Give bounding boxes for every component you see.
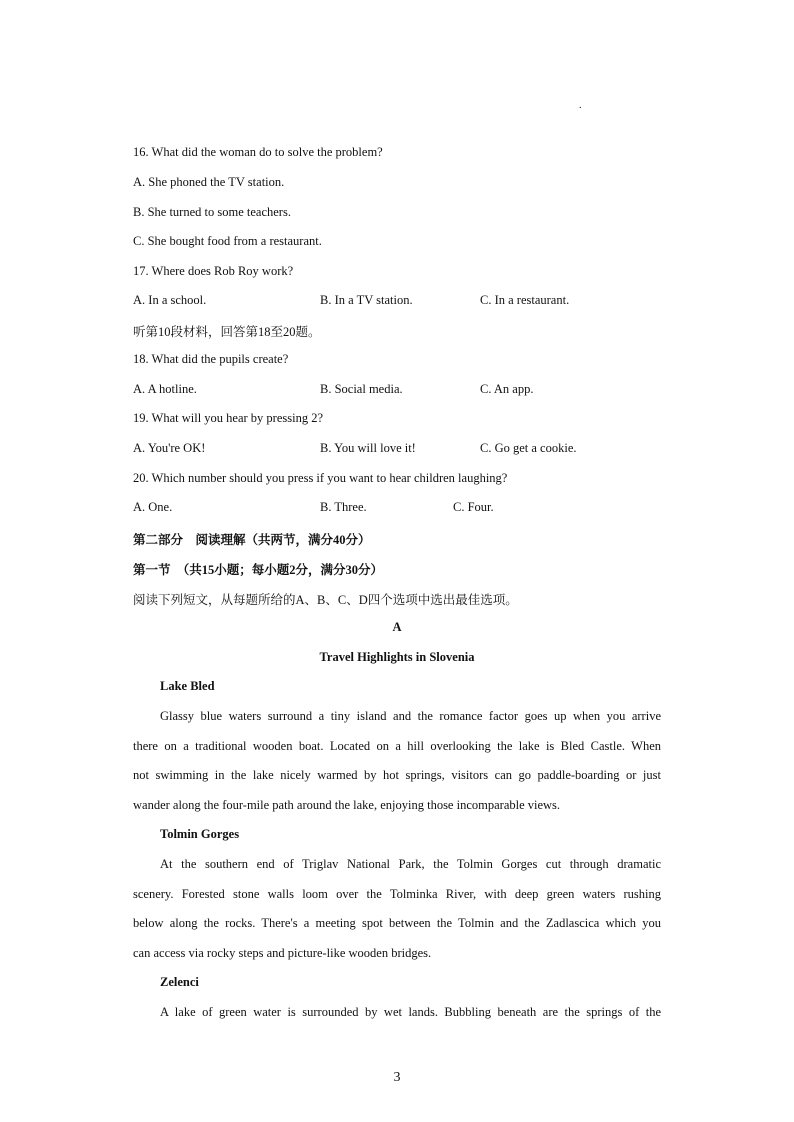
stray-dot: . <box>579 100 582 111</box>
paragraph-line: wander along the four-mile path around the lake, enjoying those incomparable views. <box>133 797 561 812</box>
heading-lake-bled: Lake Bled <box>160 679 215 693</box>
passage-letter: A <box>392 620 402 634</box>
paragraph-line: At the southern end of Triglav National Park, the Tolmin Gorges cut through dramatic <box>160 857 661 871</box>
question-19-option-a: A. You're OK! <box>133 441 206 455</box>
question-16-option-a: A. She phoned the TV station. <box>133 175 285 189</box>
paragraph-line: scenery. Forested stone walls loom over the Tolminka River, with deep green waters rushing <box>133 886 661 901</box>
heading-zelenci: Zelenci <box>160 975 199 989</box>
page-number: 3 <box>393 1070 401 1085</box>
question-19-option-c: C. Go get a cookie. <box>480 441 577 455</box>
passage-title: Travel Highlights in Slovenia <box>319 650 475 664</box>
question-17-option-c: C. In a restaurant. <box>480 293 570 307</box>
paragraph-line: not swimming in the lake nicely warmed by hot springs, visitors can go paddle-boarding or just <box>133 768 661 782</box>
paragraph-line: below along the rocks. There's a meeting spot between the Tolmin and the Zadlascica which you <box>133 916 661 930</box>
paragraph-zelenci <box>133 998 661 1028</box>
section-1-heading: 第一节 （共15小题；每小题2分，满分30分） <box>133 563 384 577</box>
question-20-option-a: A. One. <box>133 500 173 514</box>
listening-instruction: 听第10段材料，回答第18至20题。 <box>133 325 321 339</box>
question-18-option-a: A. A hotline. <box>133 382 197 396</box>
paragraph-lake-bled <box>133 702 661 820</box>
question-19-stem: 19. What will you hear by pressing 2? <box>133 411 324 425</box>
question-16-stem: 16. What did the woman do to solve the problem? <box>133 145 383 159</box>
paragraph-line: A lake of green water is surrounded by wet lands. Bubbling beneath are the springs of the <box>160 1005 661 1019</box>
question-16-option-c: C. She bought food from a restaurant. <box>133 234 322 248</box>
question-18-option-c: C. An app. <box>480 382 534 396</box>
heading-tolmin-gorges: Tolmin Gorges <box>160 827 240 841</box>
question-17-option-b: B. In a TV station. <box>320 293 413 307</box>
question-17-stem: 17. Where does Rob Roy work? <box>133 264 294 278</box>
question-18-option-b: B. Social media. <box>320 382 403 396</box>
paragraph-tolmin-gorges <box>133 850 661 968</box>
paragraph-line: there on a traditional wooden boat. Located on a hill overlooking the lake is Bled Castle. When <box>133 738 661 753</box>
question-18-stem: 18. What did the pupils create? <box>133 352 289 366</box>
question-20-stem: 20. Which number should you press if you want to hear children laughing? <box>133 471 508 485</box>
reading-instruction: 阅读下列短文，从每题所给的A、B、C、D四个选项中选出最佳选项。 <box>133 593 518 607</box>
section-part2-heading: 第二部分 阅读理解（共两节，满分40分） <box>133 533 371 547</box>
question-20-option-b: B. Three. <box>320 500 367 514</box>
question-17-option-a: A. In a school. <box>133 293 207 307</box>
question-16-option-b: B. She turned to some teachers. <box>133 205 291 219</box>
paragraph-line: Glassy blue waters surround a tiny island and the romance factor goes up when you arrive <box>160 709 661 723</box>
question-20-option-c: C. Four. <box>453 500 494 514</box>
paragraph-line: can access via rocky steps and picture-like wooden bridges. <box>133 945 432 960</box>
question-19-option-b: B. You will love it! <box>320 441 416 455</box>
